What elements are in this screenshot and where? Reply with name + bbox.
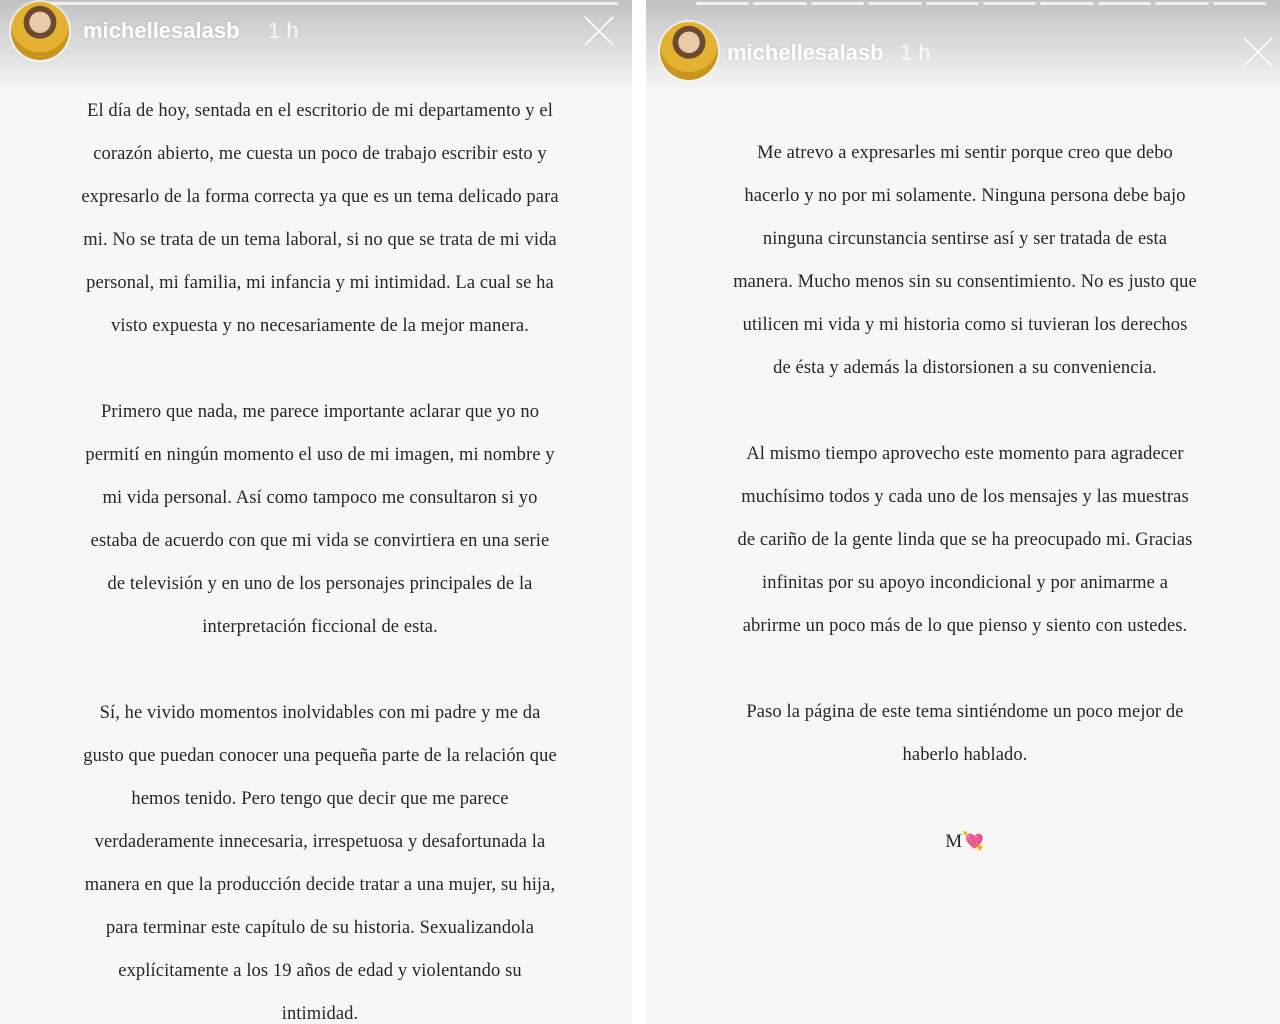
paragraph-1 bbox=[700, 132, 1230, 390]
text-line: abrirme un poco más de lo que pienso y siento con ustedes. bbox=[742, 616, 1188, 636]
progress-segment bbox=[696, 2, 749, 5]
text-line: personal, mi familia, mi infancia y mi intimidad. La cual se ha bbox=[86, 273, 554, 293]
panel-divider bbox=[632, 0, 646, 1024]
text-line: muchísimo todos y cada uno de los mensajes y las muestras bbox=[741, 487, 1189, 507]
story-panel-right[interactable] bbox=[646, 0, 1280, 1024]
avatar[interactable] bbox=[660, 22, 718, 80]
text-line: manera. Mucho menos sin su consentimiento. No es justo que bbox=[733, 272, 1197, 292]
text-line: permití en ningún momento el uso de mi imagen, mi nombre y bbox=[85, 445, 555, 465]
text-line: de cariño de la gente linda que se ha preocupado mi. Gracias bbox=[737, 530, 1193, 550]
text-line: gusto que puedan conocer una pequeña parte de la relación que bbox=[83, 746, 557, 766]
story-text bbox=[44, 90, 596, 1024]
text-line: manera en que la producción decide tratar a una mujer, su hija, bbox=[84, 875, 556, 895]
text-line: hemos tenido. Pero tengo que decir que me parece bbox=[131, 789, 509, 809]
progress-segment bbox=[811, 2, 864, 5]
text-line: mi vida personal. Así como tampoco me consultaron si yo bbox=[102, 488, 538, 508]
paragraph-2 bbox=[44, 391, 596, 649]
text-line: Al mismo tiempo aprovecho este momento para agradecer bbox=[746, 444, 1184, 464]
progress-segment bbox=[1098, 2, 1151, 5]
close-icon[interactable] bbox=[581, 13, 617, 49]
text-line: mi. No se trata de un tema laboral, si no que se trata de mi vida bbox=[83, 230, 557, 250]
text-line: utilicen mi vida y mi historia como si tuvieran los derechos bbox=[742, 315, 1188, 335]
text-line: haberlo hablado. bbox=[902, 745, 1028, 765]
text-line: Primero que nada, me parece importante aclarar que yo no bbox=[100, 402, 540, 422]
text-line: ninguna circunstancia sentirse así y ser tratada de esta bbox=[762, 229, 1168, 249]
text-line: interpretación ficcional de esta. bbox=[202, 617, 438, 637]
story-text bbox=[700, 132, 1230, 907]
text-line: de televisión y en uno de los personajes principales de la bbox=[107, 574, 533, 594]
text-line: Me atrevo a expresarles mi sentir porque creo que debo bbox=[757, 143, 1173, 163]
username[interactable]: michellesalasb bbox=[727, 40, 884, 65]
progress-segment bbox=[50, 2, 618, 5]
story-header bbox=[0, 0, 632, 92]
progress-segment bbox=[1155, 2, 1208, 5]
text-line: intimidad. bbox=[281, 1004, 359, 1024]
text-line: El día de hoy, sentada en el escritorio de mi departamento y el bbox=[87, 101, 553, 121]
text-line: verdaderamente innecesaria, irrespetuosa y desafortunada la bbox=[94, 832, 546, 852]
text-line: de ésta y además la distorsionen a su conveniencia. bbox=[773, 358, 1157, 378]
text-line: explícitamente a los 19 años de edad y violentando su bbox=[118, 961, 522, 981]
paragraph-3 bbox=[44, 692, 596, 1024]
time-ago: 1 h bbox=[900, 40, 931, 65]
text-line: hacerlo y no por mi solamente. Ninguna persona debe bajo bbox=[744, 186, 1186, 206]
text-line: corazón abierto, me cuesta un poco de trabajo escribir esto y bbox=[93, 144, 547, 164]
story-progress-bar bbox=[696, 2, 1266, 5]
time-ago: 1 h bbox=[268, 18, 299, 43]
signature: M bbox=[945, 831, 963, 852]
text-line: Paso la página de este tema sintiéndome un poco mejor de bbox=[746, 702, 1184, 722]
text-line: visto expuesta y no necesariamente de la mejor manera. bbox=[111, 316, 529, 336]
progress-segment bbox=[926, 2, 979, 5]
story-panel-left[interactable] bbox=[0, 0, 632, 1024]
progress-segment bbox=[1213, 2, 1266, 5]
text-line: para terminar este capítulo de su historia. Sexualizandola bbox=[105, 918, 535, 938]
paragraph-2 bbox=[700, 433, 1230, 648]
paragraph-1 bbox=[44, 90, 596, 348]
progress-segment bbox=[868, 2, 921, 5]
text-line: expresarlo de la forma correcta ya que es un tema delicado para bbox=[81, 187, 559, 207]
avatar[interactable] bbox=[11, 2, 69, 60]
story-header bbox=[646, 0, 1280, 92]
text-line: estaba de acuerdo con que mi vida se convirtiera en una serie bbox=[90, 531, 550, 551]
progress-segment bbox=[753, 2, 806, 5]
progress-segment bbox=[983, 2, 1036, 5]
text-line: infinitas por su apoyo incondicional y por animarme a bbox=[761, 573, 1169, 593]
username[interactable]: michellesalasb bbox=[83, 18, 240, 43]
close-icon[interactable] bbox=[1240, 34, 1276, 70]
story-progress-bar bbox=[50, 2, 618, 5]
paragraph-3 bbox=[700, 691, 1230, 777]
text-line: Sí, he vivido momentos inolvidables con mi padre y me da bbox=[99, 703, 541, 723]
progress-segment bbox=[1040, 2, 1093, 5]
signature-line bbox=[700, 820, 1230, 864]
heart-arrow-icon: 💘 bbox=[962, 831, 985, 851]
